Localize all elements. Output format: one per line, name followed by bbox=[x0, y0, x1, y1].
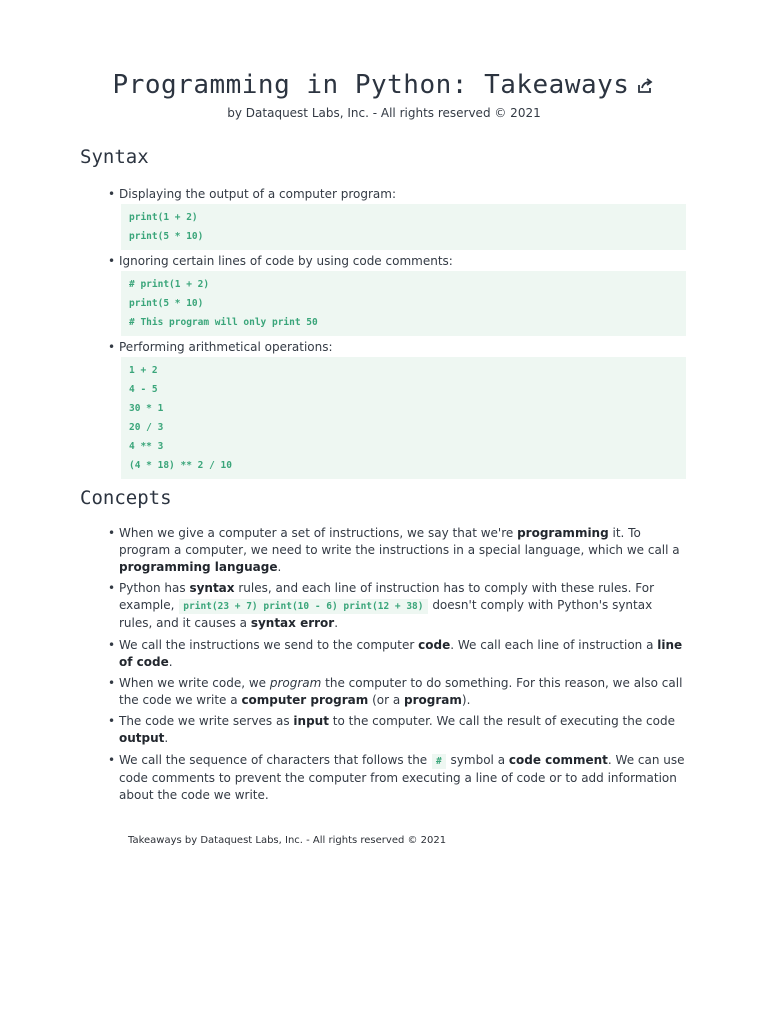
bold-term: program bbox=[404, 693, 462, 707]
text-span: symbol a bbox=[446, 753, 509, 767]
concept-text bbox=[119, 637, 688, 671]
text-span: the computer to do something. For this reason, we also call the code we write a bbox=[119, 676, 683, 707]
text-span: We call the sequence of characters that follows the bbox=[119, 753, 431, 767]
text-span: We call the instructions we send to the computer bbox=[119, 638, 419, 652]
text-span: it. To program a computer, we need to write the instructions in a special language, which we call a bbox=[119, 526, 680, 557]
bullet: • bbox=[108, 526, 116, 540]
bold-term: programming bbox=[517, 526, 609, 540]
syntax-item-text: Displaying the output of a computer program: bbox=[119, 187, 397, 201]
code-line: # print(1 + 2) bbox=[129, 279, 210, 290]
code-line: 30 * 1 bbox=[129, 403, 164, 414]
syntax-item-arithmetic bbox=[108, 339, 688, 356]
concept-text bbox=[119, 580, 688, 632]
bullet: • bbox=[108, 676, 116, 690]
bold-term: input bbox=[293, 714, 329, 728]
concept-text bbox=[119, 713, 688, 747]
page-title bbox=[0, 70, 768, 100]
text-span: . bbox=[334, 616, 339, 630]
page-footer: Takeaways by Dataquest Labs, Inc. - All rights reserved © 2021 bbox=[128, 835, 447, 846]
bullet: • bbox=[108, 254, 116, 268]
italic-term: program bbox=[269, 676, 322, 690]
bold-term: code comment bbox=[508, 753, 608, 767]
concept-text bbox=[119, 752, 688, 804]
text-span: to the computer. We call the result of executing the code bbox=[328, 714, 675, 728]
syntax-item-output bbox=[108, 186, 688, 203]
bullet: • bbox=[108, 340, 116, 354]
code-line: 4 - 5 bbox=[129, 384, 158, 395]
code-line: # This program will only print 50 bbox=[129, 317, 318, 328]
share-icon[interactable] bbox=[635, 76, 655, 96]
bold-term: programming language bbox=[119, 560, 278, 574]
syntax-item-text: Ignoring certain lines of code by using code comments: bbox=[119, 254, 453, 268]
bullet: • bbox=[108, 714, 116, 728]
code-block-arithmetic bbox=[121, 357, 686, 479]
syntax-item-text: Performing arithmetical operations: bbox=[119, 340, 333, 354]
text-span: doesn't comply with Python's syntax rules, and it causes a bbox=[119, 598, 653, 630]
bold-term: syntax error bbox=[250, 616, 335, 630]
text-span: . bbox=[164, 731, 169, 745]
text-span: (or a bbox=[368, 693, 405, 707]
text-span: Python has bbox=[119, 581, 190, 595]
code-line: print(1 + 2) bbox=[129, 212, 198, 223]
text-span: . We can use code comments to prevent the computer from executing a line of code or to add information about the code we write. bbox=[119, 753, 685, 802]
concept-input-output bbox=[108, 713, 688, 747]
text-span: When we write code, we bbox=[119, 676, 270, 690]
bold-term: computer program bbox=[241, 693, 369, 707]
text-span: rules, and each line of instruction has to comply with these rules. For example, bbox=[119, 581, 654, 612]
inline-code: # bbox=[432, 754, 446, 769]
concept-programming bbox=[108, 525, 688, 576]
text-span: . We call each line of instruction a bbox=[450, 638, 658, 652]
concepts-heading: Concepts bbox=[80, 487, 172, 509]
text-span: . bbox=[277, 560, 282, 574]
bullet: • bbox=[108, 638, 116, 652]
syntax-item-comments bbox=[108, 253, 688, 270]
bullet: • bbox=[108, 581, 116, 595]
concept-code bbox=[108, 637, 688, 671]
bullet: • bbox=[108, 753, 116, 767]
bold-term: code bbox=[418, 638, 451, 652]
concept-code-comment bbox=[108, 752, 688, 804]
bullet: • bbox=[108, 187, 116, 201]
code-line: print(5 * 10) bbox=[129, 231, 204, 242]
page-subtitle: by Dataquest Labs, Inc. - All rights reserved © 2021 bbox=[227, 106, 541, 120]
text-span: When we give a computer a set of instructions, we say that we're bbox=[119, 526, 518, 540]
code-line: print(5 * 10) bbox=[129, 298, 204, 309]
code-line: 20 / 3 bbox=[129, 422, 164, 433]
concept-program bbox=[108, 675, 688, 709]
code-line: (4 * 18) ** 2 / 10 bbox=[129, 460, 232, 471]
text-span: . bbox=[168, 655, 173, 669]
concept-text bbox=[119, 525, 688, 576]
bold-term: syntax bbox=[189, 581, 235, 595]
code-line: 1 + 2 bbox=[129, 365, 158, 376]
syntax-heading: Syntax bbox=[80, 146, 149, 168]
concept-text bbox=[119, 675, 688, 709]
page-title-text: Programming in Python: Takeaways bbox=[112, 70, 630, 100]
bold-term: output bbox=[119, 731, 165, 745]
code-block-comments bbox=[121, 271, 686, 336]
text-span: The code we write serves as bbox=[119, 714, 294, 728]
code-block-output bbox=[121, 204, 686, 250]
text-span: ). bbox=[461, 693, 471, 707]
inline-code: print(23 + 7) print(10 - 6) print(12 + 38) bbox=[179, 599, 427, 614]
code-line: 4 ** 3 bbox=[129, 441, 164, 452]
concept-syntax bbox=[108, 580, 688, 632]
bold-term: line of code bbox=[119, 638, 683, 669]
